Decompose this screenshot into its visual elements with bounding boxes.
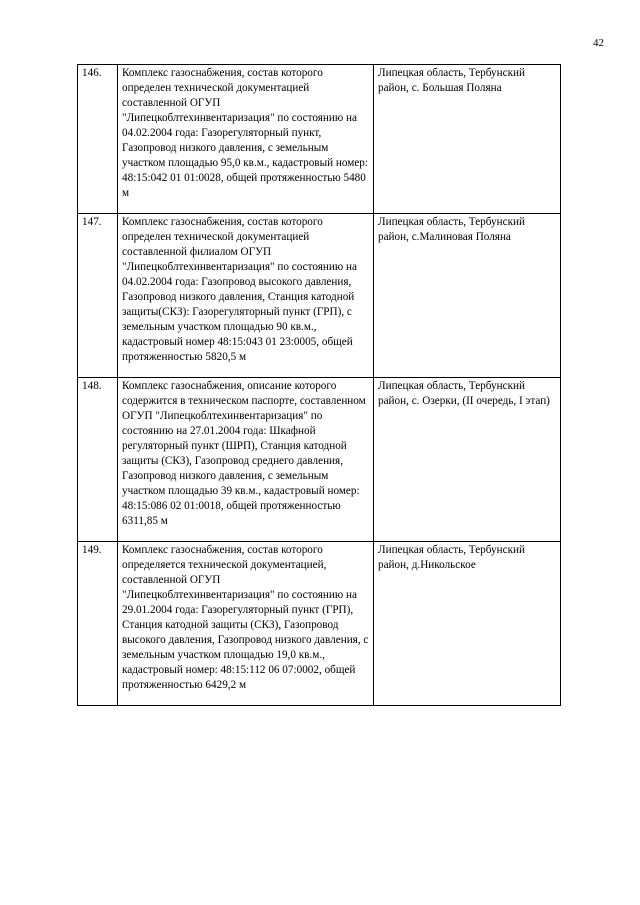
row-description-text: Комплекс газоснабжения, состав которого определен технической документацией составленной ОГУП "Липецкоблтехинвентаризация" по состоянию на 04.02.2004 года: Газорегуляторный пункт, Газопровод низкого давления, с земельным участком площадью 95,0 кв.м., кадастровый номер: 48:15:042 01 01:0028, общей протяженностью 5480 м (122, 67, 368, 199)
row-location (374, 542, 561, 706)
table-row (78, 65, 561, 214)
row-location-text: Липецкая область, Тербунский район, с. Большая Поляна (378, 67, 525, 94)
row-location-text: Липецкая область, Тербунский район, с.Малиновая Поляна (378, 216, 525, 243)
row-location (374, 378, 561, 542)
table-row (78, 214, 561, 378)
row-description (118, 542, 374, 706)
row-location (374, 214, 561, 378)
row-description (118, 65, 374, 214)
row-number: 147. (78, 214, 118, 378)
row-number: 148. (78, 378, 118, 542)
row-description-text: Комплекс газоснабжения, описание которого содержится в техническом паспорте, составленном ОГУП "Липецкоблтехинвентаризация" по состоянию на 27.01.2004 года: Шкафной регуляторный пункт (ШРП), Станция катодной защиты (СКЗ), Газопровод среднего давления, Газопровод низкого давления, с земельным участком площадью 39 кв.м., кадастровый номер: 48:15:086 02 01:0018, общей протяженностью 6311,85 м (122, 380, 366, 527)
row-description (118, 214, 374, 378)
row-description-text: Комплекс газоснабжения, состав которого определяется технической документацией, составленной ОГУП "Липецкоблтехинвентаризация" по состоянию на 29.01.2004 года: Газорегуляторный пункт (ГРП), Станция катодной защиты (СКЗ), Газопровод высокого давления, Газопровод низкого давления, с земельным участком площадью 19,0 кв.м., кадастровый номер: 48:15:112 06 07:0002, общей протяженностью 6429,2 м (122, 544, 369, 691)
table-row (78, 378, 561, 542)
row-location-text: Липецкая область, Тербунский район, с. Озерки, (II очередь, I этап) (378, 380, 550, 407)
property-registry-table (77, 64, 561, 706)
row-location-text: Липецкая область, Тербунский район, д.Никольское (378, 544, 525, 571)
row-number: 146. (78, 65, 118, 214)
row-description-text: Комплекс газоснабжения, состав которого определен технической документацией составленной филиалом ОГУП "Липецкоблтехинвентаризация" по состоянию на 04.02.2004 года: Газопровод высокого давления, Газопровод низкого давления, Станция катодной защиты(СКЗ): Газорегуляторный пункт (ГРП), с земельным участком площадью 90 кв.м., кадастровый номер 48:15:043 01 23:0005, общей протяженностью 5820,5 м (122, 216, 357, 363)
page-number: 42 (593, 37, 604, 49)
row-location (374, 65, 561, 214)
row-number: 149. (78, 542, 118, 706)
table-row (78, 542, 561, 706)
row-description (118, 378, 374, 542)
